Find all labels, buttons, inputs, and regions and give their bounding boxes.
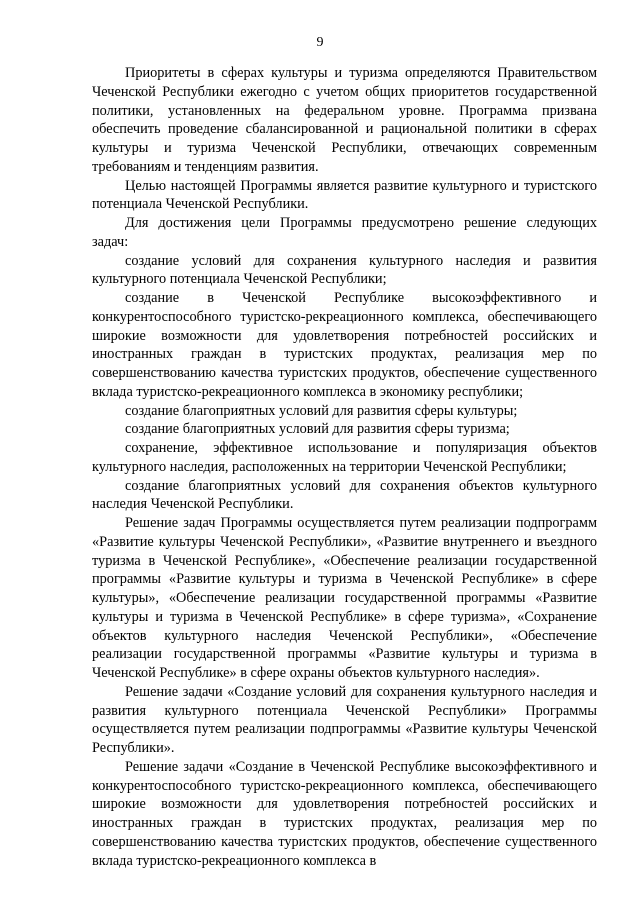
task-item-heritage-use: сохранение, эффективное использование и популяризация объектов культурного наследия, расположенных на территории Чеченской Республики; (92, 440, 597, 475)
task-item-culture-conditions: создание благоприятных условий для развития сферы культуры; (125, 402, 518, 419)
page-number: 9 (316, 35, 324, 50)
task-item-tourism-conditions: создание благоприятных условий для развития сферы туризма; (125, 421, 510, 438)
task-item-tourism-complex: создание в Чеченской Республике высокоэффективного и конкурентоспособного туристско-рекреационного комплекса, обеспечивающего широкие возможности для удовлетворения потребностей российских и иностранных граждан в туристских продуктах, реализация мер по совершенствованию качества туристских продуктов, обеспечение существенного вклада туристско-рекреационного комплекса в экономику республики; (92, 290, 597, 400)
paragraph-tourism-task: Решение задачи «Создание в Чеченской Республике высокоэффективного и конкурентоспособного туристско-рекреационного комплекса, обеспечивающего широкие возможности для удовлетворения потребностей российских и иностранных граждан в туристских продуктах, реализация мер по совершенствованию качества туристских продуктов, обеспечение существенного вклада туристско-рекреационного комплекса в (92, 758, 597, 869)
paragraph-tasks-intro: Для достижения цели Программы предусмотрено решение следующих задач: (92, 215, 597, 250)
paragraph-culture-subprogram: Решение задачи «Создание условий для сохранения культурного наследия и развития культурного потенциала Чеченской Республики» Программы осуществляется путем реализации подпрограммы «Развитие культуры Чеченской Республики». (92, 683, 597, 756)
paragraph-program-goal: Целью настоящей Программы является развитие культурного и туристского потенциала Чеченской Республики. (92, 177, 597, 213)
document-body (92, 64, 597, 870)
task-item-cultural-heritage: создание условий для сохранения культурного наследия и развития культурного потенциала Чеченской Республики; (92, 252, 597, 288)
paragraph-subprograms: Решение задач Программы осуществляется путем реализации подпрограмм «Развитие культуры Чеченской Республики», «Развитие внутреннего и въездного туризма в Чеченской Республике», «Обеспечение реализации государственной программы «Развитие культуры и туризма в Чеченской Республике» в сфере культуры», «Обеспечение реализации государственной программы «Развитие культуры и туризма в Чеченской Республике» в сфере туризма», «Сохранение объектов культурного наследия Чеченской Республики», «Обеспечение реализации государственной программы «Развитие культуры и туризма в Чеченской Республике» в сфере охраны объектов культурного наследия». (92, 515, 597, 681)
task-item-heritage-preservation: создание благоприятных условий для сохранения объектов культурного наследия Чеченской Республики. (92, 477, 597, 513)
paragraph-priorities: Приоритеты в сферах культуры и туризма определяются Правительством Чеченской Республики ежегодно с учетом общих приоритетов государственной политики, установленных на федеральном уровне. Программа призвана обеспечить проведение сбалансированной и рациональной политики в сферах культуры и туризма Чеченской Республики, отвечающих современным требованиям и тенденциям развития. (92, 65, 597, 175)
